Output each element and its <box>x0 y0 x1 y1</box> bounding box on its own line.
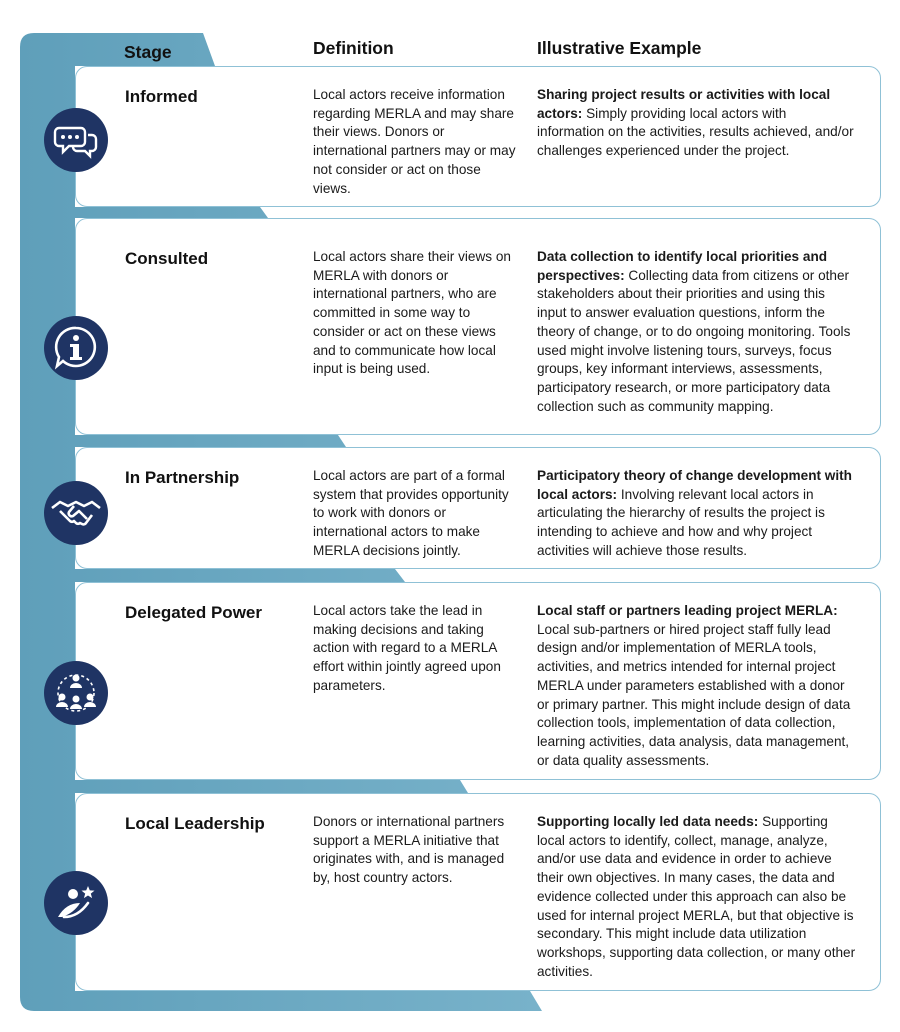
example-body: Involving relevant local actors in articulating the hierarchy of results the project is intending to achieve and how and why project activities will achieve those results. <box>537 486 825 558</box>
group-network-icon <box>44 661 108 725</box>
row-in-partnership <box>75 447 881 569</box>
header-stage: Stage <box>124 42 172 62</box>
example-text <box>537 467 857 561</box>
stage-label: Informed <box>125 87 198 106</box>
row-consulted <box>75 218 881 435</box>
person-star-icon <box>44 871 108 935</box>
example-body: Collecting data from citizens or other stakeholders about their priorities and using this input to answer evaluation questions, inform the theory of change, or to do ongoing monitoring. Tools used might involve listening tours, surveys, focus groups, key informant interviews, assessments, participatory research, or more participatory data collection such as community mapping. <box>537 267 851 414</box>
speech-bubbles-icon <box>44 108 108 172</box>
definition-text: Local actors take the lead in making decisions and taking action with regard to a MERLA effort within jointly agreed upon parameters. <box>313 603 501 693</box>
row-local-leadership <box>75 793 881 991</box>
example-title: Data collection to identify local priorities and perspectives: <box>537 249 828 283</box>
stage-label: Local Leadership <box>125 814 265 833</box>
example-title: Supporting locally led data needs: <box>537 814 759 829</box>
stage-label: Consulted <box>125 249 209 268</box>
row-delegated-power <box>75 582 881 780</box>
example-text <box>537 86 857 161</box>
example-title: Sharing project results or activities with local actors: <box>537 87 831 121</box>
definition-text: Local actors are part of a formal system that provides opportunity to work with donors or international actors to make MERLA decisions jointly. <box>313 468 509 558</box>
example-body: Local sub-partners or hired project staff fully lead design and/or implementation of MERLA tools, activities, and metrics intended for internal project MERLA under parameters established with a donor or primary partner. This might include design of data collection tools, implementation of data collection, learning activities, data analysis, data management, or data quality assessments. <box>537 621 851 768</box>
header-illustrative-example: Illustrative Example <box>537 38 702 58</box>
definition-text: Donors or international partners support a MERLA initiative that originates with, and is managed by, host country actors. <box>313 814 505 886</box>
example-text <box>537 813 857 981</box>
example-title: Local staff or partners leading project MERLA: <box>537 603 838 618</box>
example-body: Simply providing local actors with information on the activities, results achieved, and/or challenges experienced under the project. <box>537 105 854 159</box>
example-body: Supporting local actors to identify, collect, manage, analyze, and/or use data and evidence in order to achieve their own objectives. In many cases, the data and evidence collected under this approach can also be used for internal project MERLA, but that objective is secondary. This might include data utilization workshops, supporting data collection, or many other activities. <box>537 814 856 979</box>
definition-text: Local actors share their views on MERLA with donors or international partners, who are committed in some way to consider or act on these views and to communicate how local input is being used. <box>313 249 511 377</box>
example-text <box>537 248 857 416</box>
example-title: Participatory theory of change development with local actors: <box>537 468 852 502</box>
row-informed <box>75 66 881 207</box>
example-text <box>537 602 857 770</box>
stage-label: In Partnership <box>125 468 240 487</box>
info-icon <box>44 316 108 380</box>
handshake-icon <box>44 481 108 545</box>
definition-text: Local actors receive information regarding MERLA and may share their views. Donors or international partners may or may not consider or act on those views. <box>313 87 516 196</box>
header-definition: Definition <box>313 38 394 58</box>
stage-label: Delegated Power <box>125 603 262 622</box>
